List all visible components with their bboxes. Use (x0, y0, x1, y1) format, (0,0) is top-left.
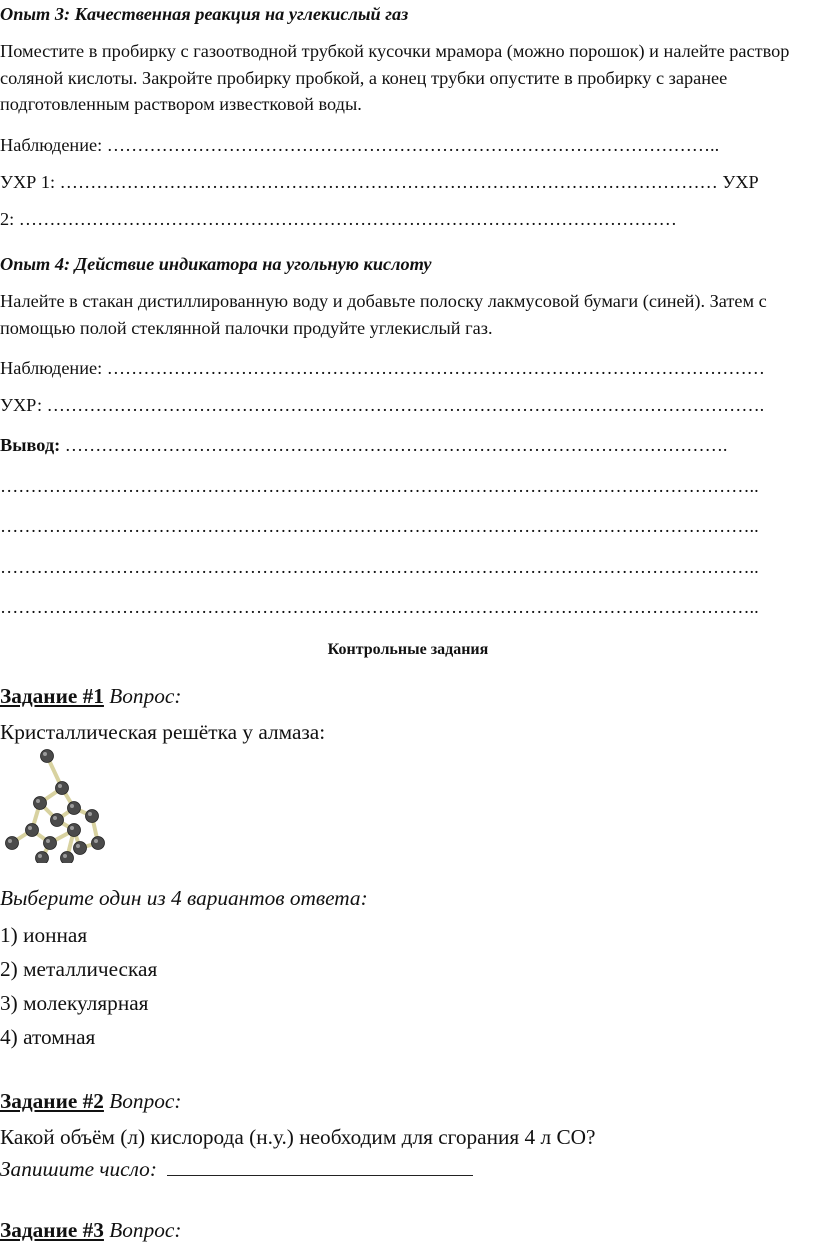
task2-label: Задание #2 (0, 1089, 104, 1113)
lattice-atom (68, 802, 81, 815)
conclusion-line-2: …………………………………………………………………………………………………………….. (0, 516, 759, 536)
task1-option-4[interactable]: 4) атомная (0, 1025, 96, 1049)
lattice-atom (51, 814, 64, 827)
lattice-atom-highlight (53, 816, 57, 820)
lattice-atom-highlight (36, 799, 40, 803)
lattice-atom (92, 837, 105, 850)
lattice-atom-highlight (8, 839, 12, 843)
lattice-atom-highlight (28, 826, 32, 830)
lattice-atom-highlight (76, 844, 80, 848)
conclusion-label: Вывод: (0, 435, 61, 455)
lattice-atom-highlight (38, 854, 42, 858)
conclusion-dots: ………………………………………………………………………………………………. (60, 435, 728, 455)
control-heading: Контрольные задания (327, 641, 489, 658)
task2-question: Какой объём (л) кислорода (н.у.) необходим для сгорания 4 л CO? (0, 1125, 596, 1149)
lattice-atom (86, 810, 99, 823)
lattice-atom (56, 782, 69, 795)
lattice-atom-highlight (94, 839, 98, 843)
exp3-observation: Наблюдение: ……………………………………………………………………………………….. (0, 135, 720, 155)
conclusion-line-4: …………………………………………………………………………………………………………….. (0, 597, 759, 617)
exp4-conclusion (0, 434, 727, 456)
exp3-title: Опыт 3: Качественная реакция на углекислый газ (0, 4, 409, 24)
task2-answer-field[interactable] (167, 1155, 473, 1176)
task1-question-word: Вопрос: (103, 684, 182, 708)
exp4-title: Опыт 4: Действие индикатора на угольную кислоту (0, 254, 432, 274)
lattice-atom (41, 750, 54, 763)
exp3-equation-2: 2: ……………………………………………………………………………………………… (0, 209, 677, 229)
task1-question: Кристаллическая решётка у алмаза: (0, 720, 326, 744)
exp3-equation-1: УХР 1: ……………………………………………………………………………………………… УХР (0, 172, 759, 192)
lattice-atom (44, 837, 57, 850)
conclusion-line-1: …………………………………………………………………………………………………………….. (0, 476, 759, 496)
lattice-atom-highlight (70, 826, 74, 830)
lattice-atom-highlight (88, 812, 92, 816)
task1-label: Задание #1 (0, 684, 104, 708)
lattice-atom-highlight (58, 784, 62, 788)
task1-choose-prompt: Выберите один из 4 вариантов ответа: (0, 886, 368, 910)
lattice-atom (61, 852, 74, 864)
conclusion-line-3: …………………………………………………………………………………………………………….. (0, 557, 759, 577)
exp3-text: Поместите в пробирку с газоотводной трубкой кусочки мрамора (можно порошок) и налейте раствор соляной кислоты. Закройте пробирку пробкой, а конец трубки опустите в пробирку с заранее подготовленным раствором известковой воды. (0, 41, 790, 114)
task1-option-3[interactable]: 3) молекулярная (0, 991, 149, 1015)
lattice-atom-highlight (70, 804, 74, 808)
diamond-crystal-lattice-icon (2, 748, 112, 863)
lattice-atom-highlight (46, 839, 50, 843)
lattice-atom (26, 824, 39, 837)
lattice-atom (36, 852, 49, 864)
task2-answer-row (0, 1155, 473, 1182)
task2-question-word: Вопрос: (103, 1089, 182, 1113)
lattice-atom (68, 824, 81, 837)
exp4-equation: УХР: ………………………………………………………………………………………………………. (0, 395, 765, 415)
task2-header (0, 1088, 181, 1114)
lattice-atom (34, 797, 47, 810)
task3-question-word: Вопрос: (103, 1218, 182, 1242)
lattice-atom (74, 842, 87, 855)
task3-label: Задание #3 (0, 1218, 104, 1242)
task2-answer-prompt: Запишите число: (0, 1157, 157, 1181)
task1-header (0, 683, 181, 709)
task1-option-2[interactable]: 2) металлическая (0, 957, 158, 981)
task3-header (0, 1217, 181, 1243)
task1-option-1[interactable]: 1) ионная (0, 923, 88, 947)
lattice-atom-highlight (43, 752, 47, 756)
exp4-observation: Наблюдение: ……………………………………………………………………………………………… (0, 358, 765, 378)
exp4-text: Налейте в стакан дистиллированную воду и добавьте полоску лакмусовой бумаги (синей). Затем с помощью полой стеклянной палочки продуйте углекислый газ. (0, 291, 767, 338)
lattice-atom (6, 837, 19, 850)
lattice-atom-highlight (63, 854, 67, 858)
